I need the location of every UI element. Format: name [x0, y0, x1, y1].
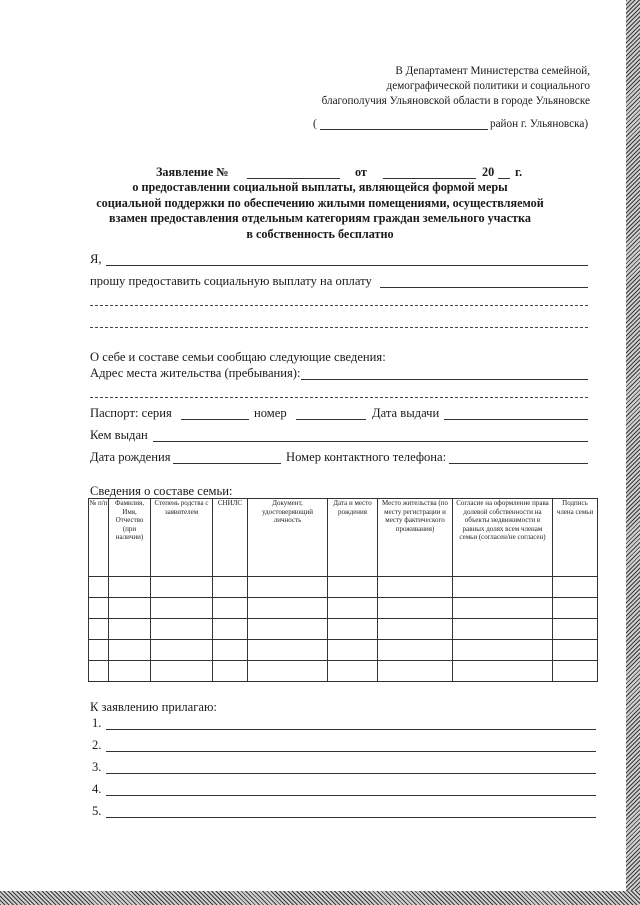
table-cell[interactable] [328, 619, 378, 640]
passport-issue-date-field[interactable] [444, 419, 588, 420]
table-cell[interactable] [378, 577, 453, 598]
table-cell[interactable] [378, 619, 453, 640]
table-cell[interactable] [213, 661, 248, 682]
address-field-1[interactable] [301, 379, 588, 380]
table-cell[interactable] [553, 619, 598, 640]
district-open: ( [313, 118, 317, 130]
table-cell[interactable] [453, 619, 553, 640]
table-cell[interactable] [109, 577, 151, 598]
attachment-field-3[interactable] [106, 773, 596, 774]
phone-field[interactable] [449, 463, 588, 464]
birth-date-label: Дата рождения [90, 450, 171, 464]
table-cell[interactable] [151, 598, 213, 619]
table-cell[interactable] [109, 640, 151, 661]
about-label: О себе и составе семьи сообщаю следующие сведения: [90, 350, 386, 364]
table-cell[interactable] [109, 619, 151, 640]
table-row [89, 661, 598, 682]
table-cell[interactable] [89, 640, 109, 661]
application-subtitle-1: о предоставлении социальной выплаты, являющейся формой меры [132, 180, 508, 194]
payment-purpose-field-3[interactable] [90, 327, 588, 328]
table-cell[interactable] [151, 640, 213, 661]
application-subtitle-3: взамен предоставления отдельным категориям граждан земельного участка [109, 211, 531, 225]
table-cell[interactable] [328, 598, 378, 619]
table-cell[interactable] [151, 661, 213, 682]
table-cell[interactable] [151, 619, 213, 640]
request-label: прошу предоставить социальную выплату на оплату [90, 274, 372, 288]
table-cell[interactable] [109, 661, 151, 682]
attachment-field-2[interactable] [106, 751, 596, 752]
passport-number-field[interactable] [296, 419, 366, 420]
addressee-line-2: демографической политики и социального [386, 80, 590, 92]
district-field[interactable] [320, 129, 488, 130]
header-snils: СНИЛС [213, 499, 248, 577]
issue-date-label: Дата выдачи [372, 406, 440, 420]
header-number: № п/п [89, 499, 109, 577]
table-cell[interactable] [453, 598, 553, 619]
table-cell[interactable] [213, 598, 248, 619]
addressee-line-1: В Департамент Министерства семейной, [395, 65, 590, 77]
attachments-label: К заявлению прилагаю: [90, 700, 217, 714]
table-cell[interactable] [328, 577, 378, 598]
attachment-number-2: 2. [92, 738, 102, 752]
passport-issued-by-field[interactable] [153, 441, 588, 442]
application-title-prefix: Заявление № [156, 165, 229, 179]
table-cell[interactable] [213, 619, 248, 640]
table-cell[interactable] [553, 661, 598, 682]
i-label: Я, [90, 252, 102, 266]
issued-by-label: Кем выдан [90, 428, 148, 442]
table-cell[interactable] [328, 640, 378, 661]
application-title-from: от [355, 165, 367, 179]
table-cell[interactable] [453, 661, 553, 682]
header-signature: Подпись члена семьи [553, 499, 598, 577]
payment-purpose-field-1[interactable] [380, 287, 588, 288]
table-row [89, 577, 598, 598]
family-table-caption: Сведения о составе семьи: [90, 484, 233, 498]
table-row [89, 640, 598, 661]
passport-label: Паспорт: серия [90, 406, 172, 420]
table-cell[interactable] [248, 661, 328, 682]
applicant-name-field[interactable] [106, 265, 588, 266]
attachment-number-5: 5. [92, 804, 102, 818]
payment-purpose-field-2[interactable] [90, 305, 588, 306]
header-birth-date-place: Дата и место рождения [328, 499, 378, 577]
table-cell[interactable] [248, 640, 328, 661]
attachment-number-1: 1. [92, 716, 102, 730]
table-cell[interactable] [378, 640, 453, 661]
addressee-line-3: благополучия Ульяновской области в городе Ульяновске [321, 95, 590, 107]
table-cell[interactable] [89, 598, 109, 619]
application-subtitle-2: социальной поддержки по обеспечению жилыми помещениями, осуществляемой [96, 196, 544, 210]
header-identity-document: Документ, удостоверяющий личность [248, 499, 328, 577]
header-residence: Место жительства (по месту регистрации и месту фактического проживания) [378, 499, 453, 577]
table-cell[interactable] [89, 661, 109, 682]
header-consent: Согласие на оформление права долевой собственности на объекты недвижимости в равных долях всем членам семьи (согласен/не согласен) [453, 499, 553, 577]
address-field-2[interactable] [90, 397, 588, 398]
attachment-field-4[interactable] [106, 795, 596, 796]
application-title-year: 20 [482, 165, 495, 179]
table-cell[interactable] [553, 577, 598, 598]
scan-edge-right [626, 0, 640, 905]
family-table-header-row [89, 499, 598, 577]
attachment-number-4: 4. [92, 782, 102, 796]
scan-edge-bottom [0, 891, 640, 905]
table-cell[interactable] [109, 598, 151, 619]
number-label: номер [254, 406, 287, 420]
district-suffix: район г. Ульяновска) [490, 118, 589, 130]
header-relationship: Степень родства с заявителем [151, 499, 213, 577]
table-cell[interactable] [453, 640, 553, 661]
attachment-field-5[interactable] [106, 817, 596, 818]
attachment-field-1[interactable] [106, 729, 596, 730]
family-table [88, 498, 598, 682]
table-cell[interactable] [248, 598, 328, 619]
table-cell[interactable] [248, 577, 328, 598]
birth-date-field[interactable] [173, 463, 281, 464]
table-cell[interactable] [378, 661, 453, 682]
table-cell[interactable] [213, 640, 248, 661]
table-cell[interactable] [553, 640, 598, 661]
table-cell[interactable] [328, 661, 378, 682]
application-year-field[interactable] [498, 178, 510, 179]
table-row [89, 619, 598, 640]
table-cell[interactable] [213, 577, 248, 598]
application-number-field[interactable] [247, 178, 340, 179]
table-cell[interactable] [378, 598, 453, 619]
table-row [89, 598, 598, 619]
header-full-name: Фамилия, Имя, Отчество (при наличии) [109, 499, 151, 577]
application-subtitle-4: в собственность бесплатно [246, 227, 394, 241]
application-title-year-suffix: г. [515, 165, 523, 179]
table-cell[interactable] [553, 598, 598, 619]
phone-label: Номер контактного телефона: [286, 450, 447, 464]
table-cell[interactable] [151, 577, 213, 598]
table-cell[interactable] [453, 577, 553, 598]
attachment-number-3: 3. [92, 760, 102, 774]
application-date-field[interactable] [383, 178, 476, 179]
passport-series-field[interactable] [181, 419, 249, 420]
table-cell[interactable] [89, 619, 109, 640]
table-cell[interactable] [89, 577, 109, 598]
address-label: Адрес места жительства (пребывания): [90, 366, 301, 380]
table-cell[interactable] [248, 619, 328, 640]
